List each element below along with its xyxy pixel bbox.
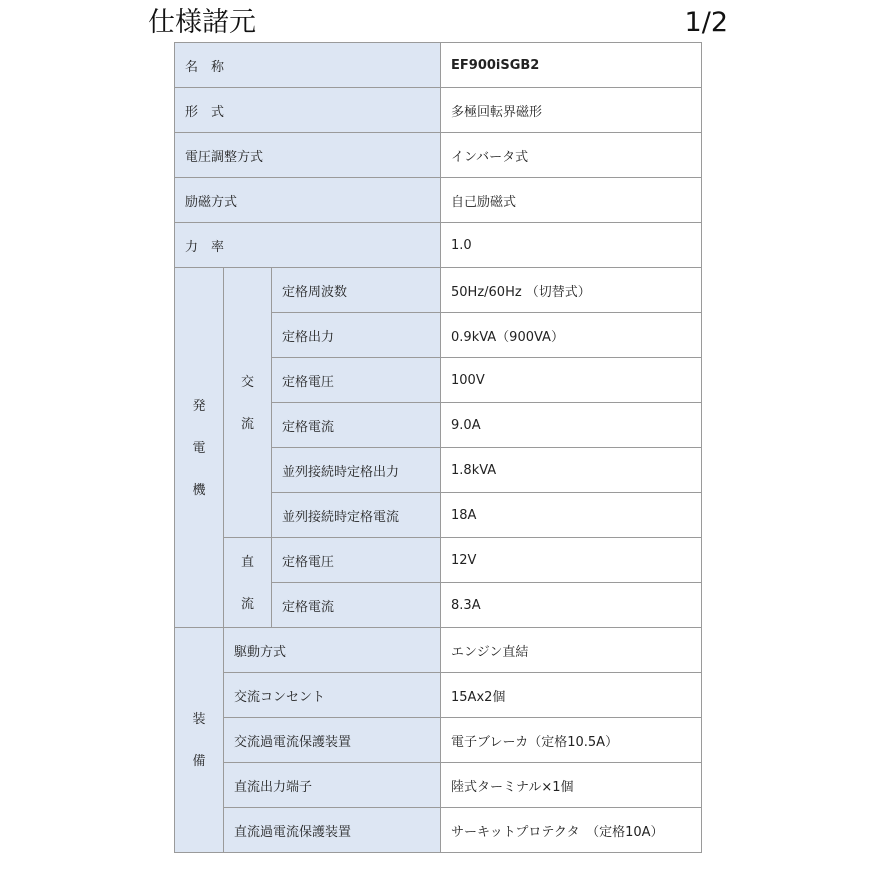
- row-label: 駆動方式: [224, 628, 441, 673]
- table-row: [175, 718, 702, 763]
- row-value: 0.9kVA（900VA）: [441, 313, 702, 358]
- row-label: 直流出力端子: [224, 763, 441, 808]
- row-label: 直流過電流保護装置: [224, 808, 441, 853]
- table-row: [175, 43, 702, 88]
- row-value: 多極回転界磁形: [441, 88, 702, 133]
- table-row: [175, 268, 702, 313]
- row-label: 定格電流: [272, 583, 441, 628]
- table-row: [175, 763, 702, 808]
- row-value: 電子ブレーカ（定格10.5A）: [441, 718, 702, 763]
- row-label: 交流過電流保護装置: [224, 718, 441, 763]
- row-value: 1.0: [441, 223, 702, 268]
- table-row: [175, 223, 702, 268]
- row-label: 電圧調整方式: [175, 133, 441, 178]
- table-row: [175, 808, 702, 853]
- row-value: エンジン直結: [441, 628, 702, 673]
- row-value: サーキットプロテクタ （定格10A）: [441, 808, 702, 853]
- page-number: 1/2: [684, 7, 728, 38]
- row-label: 定格電流: [272, 403, 441, 448]
- table-row: [175, 538, 702, 583]
- row-label: 定格電圧: [272, 538, 441, 583]
- row-label: 形 式: [175, 88, 441, 133]
- row-value: 9.0A: [441, 403, 702, 448]
- row-label: 並列接続時定格出力: [272, 448, 441, 493]
- row-label: 並列接続時定格電流: [272, 493, 441, 538]
- model-name: EF900iSGB2: [441, 43, 702, 88]
- table-row: [175, 133, 702, 178]
- row-value: 50Hz/60Hz （切替式）: [441, 268, 702, 313]
- table-row: [175, 178, 702, 223]
- ac-group-label: 交 流: [224, 268, 272, 538]
- row-value: 8.3A: [441, 583, 702, 628]
- row-label: 力 率: [175, 223, 441, 268]
- table-row: [175, 88, 702, 133]
- dc-group-label: 直 流: [224, 538, 272, 628]
- equipment-group-label: 装 備: [175, 628, 224, 853]
- generator-group-label: 発 電 機: [175, 268, 224, 628]
- table-row: [175, 673, 702, 718]
- row-value: 自己励磁式: [441, 178, 702, 223]
- row-label: 定格出力: [272, 313, 441, 358]
- row-label: 定格電圧: [272, 358, 441, 403]
- spec-table: [174, 42, 702, 853]
- row-value: 12V: [441, 538, 702, 583]
- row-label: 定格周波数: [272, 268, 441, 313]
- row-value: 1.8kVA: [441, 448, 702, 493]
- row-value: 15Ax2個: [441, 673, 702, 718]
- table-row: [175, 628, 702, 673]
- page-title: 仕様諸元: [148, 7, 256, 38]
- row-label: 交流コンセント: [224, 673, 441, 718]
- row-value: 100V: [441, 358, 702, 403]
- row-value: 陸式ターミナル×1個: [441, 763, 702, 808]
- row-label: 励磁方式: [175, 178, 441, 223]
- row-value: インバータ式: [441, 133, 702, 178]
- row-label: 名 称: [175, 43, 441, 88]
- row-value: 18A: [441, 493, 702, 538]
